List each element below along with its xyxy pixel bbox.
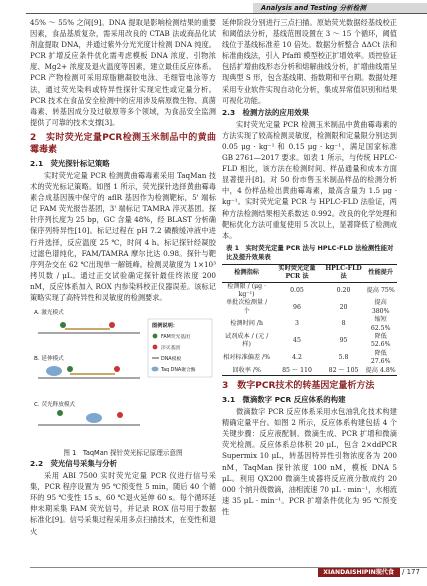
legend-fam-swatch	[153, 334, 158, 339]
paragraph: 采用 ABI 7500 实时荧光定量 PCR 仪进行信号采集，PCR 程序设置为 95 ℃预变性 5 min，随后 40 个循环的 95 ℃变性 15 s、60 ℃退火延伸 60 s。每个循环延伸末期采集 FAM 荧光信号，并记录 ROX 信号用于数据标准化[9]。信号采集过程采用多点扫描技术，在变性和退火	[30, 471, 216, 536]
table-caption: 表 1 实时荧光定量 PCR 法与 HPLC-FLD 法检测性能对比及提升效果表	[226, 243, 394, 261]
table-cell: 82 ～ 105	[328, 366, 359, 374]
paragraph: 45% ～ 55% 之间[9]。DNA 提取是影响检测结果的重要因素，食品基质复杂，需采用改良的 CTAB 法或商品化试剂盒提取 DNA，并通过紫外分光光度计检测 DNA 纯度。PCR 扩增反应条件优化需考虑模板 DNA 浓度、引物浓度、Mg2+ 浓度及退火温度等因素，建立最佳反应体系。PCR 产物检测可采用琼脂糖凝胶电泳、毛细管电泳等方法，通过荧光染料或特异性探针实现定性或定量分析。PCR 技术在食品安全检测中的应用涉及病原微生物、真菌毒素、转基因成分及过敏原等多个领域，为食品安全监测提供了可靠的技术支撑[3]。	[30, 18, 216, 127]
table-cell: 85 ～ 110	[282, 366, 312, 374]
page-footer	[30, 567, 427, 585]
figure-1	[30, 305, 216, 457]
panel-b-label: B. 延伸模式	[34, 356, 64, 363]
paragraph: 微滴数字 PCR 反应体系采用水包油乳化技术构建精确定量平台。如图 2 所示，反应体系构建包括 4 个关键步骤：反应液配制、微滴生成、PCR 扩增和微滴荧光检测。反应体系总体积 20 μL，包含 2×ddPCR Supermix 10 μL，转基因特异性引物浓度各为 200 nM，TaqMan 探针浓度 100 nM，模板 DNA 5 μL。利用 QX200 微滴生成器将反应液分散成约 20 000 个纳升级微滴，油相流速 70 μL · min⁻¹，水相流速 35 μL · min⁻¹。PCR 扩增条件优化为 95 ℃预变性	[222, 407, 397, 516]
table-cell: 96	[293, 303, 301, 311]
section-heading: 3 数字PCR技术的转基因定量析方法	[222, 381, 375, 392]
comparison-table	[222, 264, 397, 376]
panel-a-label: A. 激光模式	[34, 310, 64, 317]
subsection-heading: 2.3 检测方法的应用效果	[222, 107, 309, 117]
header-rule	[26, 13, 427, 14]
page-number: / 177	[402, 568, 420, 576]
table-row	[222, 299, 397, 316]
right-column	[222, 17, 397, 517]
column-header: 实时荧光定量PCR 法	[278, 264, 316, 281]
table-row	[222, 316, 397, 333]
subsection-heading: 2.2 荧光信号采集与分析	[30, 459, 117, 469]
column-header: 检测指标	[234, 268, 259, 276]
paragraph: 实时荧光定量 PCR 检测黄曲霉毒素采用 TaqMan 技术的荧光标记策略。如图 1 所示，荧光探针选择黄曲霉毒素合成基因簇中保守的 aflR 基因作为检测靶标，5' 端标记 FAM 荧光报告基团，3' 端标记 TAMRA 淬灭基团。探针序列长度为 25 bp，GC 含量 48%，经 BLAST 分析确保序列特异性[10]。标记过程在 pH 7.2 磷酸缓冲液中进行并选择，反应温度 25 ℃，时间 4 h。标记探针经凝胶过滤色谱纯化，FAM/TAMRA 摩尔比达 0.98。探针与靶序列杂交在 62 ℃出现单一解链峰。检测灵敏度为 1×10³ 拷贝数 / μL。通过正交试验确定探针最佳终浓度 200 nM，反应体系加入 ROX 内参染料校正仪器误差。该标记策略实现了高特异性和灵敏度的检测要求。	[30, 170, 216, 302]
table-cell: 试剂成本 / (元 / 样)	[224, 333, 269, 349]
quencher-dot	[114, 366, 120, 372]
table-row	[222, 367, 397, 376]
table-cell: 8	[341, 320, 346, 328]
running-title: Analysis and Testing 分析检测	[253, 3, 427, 14]
table-row	[222, 333, 397, 350]
legend-item: DNA模板	[161, 357, 182, 363]
table-cell: 提高 380%	[371, 299, 390, 315]
table-cell: 20	[339, 303, 348, 311]
table-cell: 3	[295, 320, 299, 328]
panel-c-label: C. 荧光释放模式	[34, 402, 76, 409]
table-cell: 提高 75%	[366, 286, 395, 294]
table-row	[222, 282, 397, 299]
legend-item: Taq DNA聚合酶	[161, 368, 196, 374]
figure-caption: 图 1 TaqMan 探针荧光标记原理示意图	[63, 449, 183, 458]
table-cell: 45	[293, 337, 301, 345]
section-heading: 2 实时荧光定量PCR检测玉米制品中的黄曲霉毒素	[30, 132, 216, 155]
subsection-heading: 2.1 荧光探针标记策略	[30, 158, 110, 168]
quencher-dot	[109, 322, 115, 328]
table-cell: 0.05	[290, 286, 304, 294]
fam-dot	[57, 410, 63, 416]
legend-title: 图例说明：	[152, 323, 178, 330]
quencher-dot	[117, 412, 123, 418]
left-column	[30, 17, 216, 537]
running-header	[0, 0, 427, 14]
table-cell: 0.20	[336, 286, 351, 294]
polymerase-shape	[86, 413, 102, 423]
table-cell: 提高 4.8%	[365, 366, 396, 374]
fam-dot	[67, 366, 73, 372]
table-cell: 检测时间 /h	[230, 320, 263, 328]
legend-item: 淬灭基团	[161, 346, 181, 352]
table-cell: 5.8	[338, 354, 349, 362]
table-cell: 缩短 62.5%	[370, 316, 391, 332]
table-header-row	[222, 264, 397, 282]
journal-name: XIANDAISHIPIN现代食品	[318, 568, 400, 577]
table-cell: 降低 52.6%	[370, 333, 391, 349]
taqman-diagram	[30, 305, 216, 445]
legend-quencher-swatch	[153, 345, 158, 350]
paragraph: 实时荧光定量 PCR 检测玉米制品中黄曲霉毒素的方法实现了较高检测灵敏度，检测限和定量限分别达到 0.05 μg · kg⁻¹ 和 0.15 μg · kg⁻¹，满足国家标准 GB 2761—2017 要求。如表 1 所示，与传统 HPLC-FLD 相比，该方法在检测时间、样品通量和成本方面显著提升[8]。对 50 份市售玉米制品样品的检测分析中，4 份样品检出黄曲霉毒素，最高含量为 1.5 μg · kg⁻¹。实时荧光定量 PCR 与 HPLC-FLD 法验证，两种方法检测结果相关系数达 0.992。改良的化学处理和靶标优化方法可重复使用 5 次以上，显著降低了检测成本。	[222, 119, 397, 240]
subsection-heading: 3.1 微滴数字 PCR 反应体系的构建	[222, 395, 346, 405]
table-cell: 回收率 /%	[232, 366, 261, 374]
column-header: 性能提升	[368, 268, 394, 276]
table-cell: 4.2	[292, 354, 302, 362]
fam-dot	[60, 322, 66, 328]
paragraph: 延伸阶段分别进行三点扫描。原始荧光数据经基线校正和阈值法分析，基线范围设置在 3 ～ 15 个循环，阈值线位于基线标准差 10 倍处。数据分析整合 ΔΔCt 法和标准曲线法，引入 Pfaffl 模型校正扩增效率。质控验证包括扩增曲线形态分析和熔解曲线分析，扩增曲线需呈现典型 S 形，包含基线期、指数期和平台期。数据处理采用专业软件实现自动化分析，集成异常值识别和结果可视化功能。	[222, 18, 397, 105]
table-cell: 相对标准偏差 /%	[223, 354, 271, 362]
table-row	[222, 350, 397, 367]
table-cell: 检测限 / (μg · kg⁻¹)	[227, 282, 267, 298]
column-header: HPLC-FLD 法	[325, 264, 362, 281]
legend-item: FAM荧光基团	[161, 335, 190, 341]
table-cell: 95	[339, 337, 348, 345]
legend-polymerase-swatch	[152, 367, 159, 372]
table-cell: 单批次检测量 / 个	[226, 299, 268, 315]
polymerase-shape	[46, 366, 62, 376]
table-cell: 降低 27.6%	[370, 349, 391, 366]
